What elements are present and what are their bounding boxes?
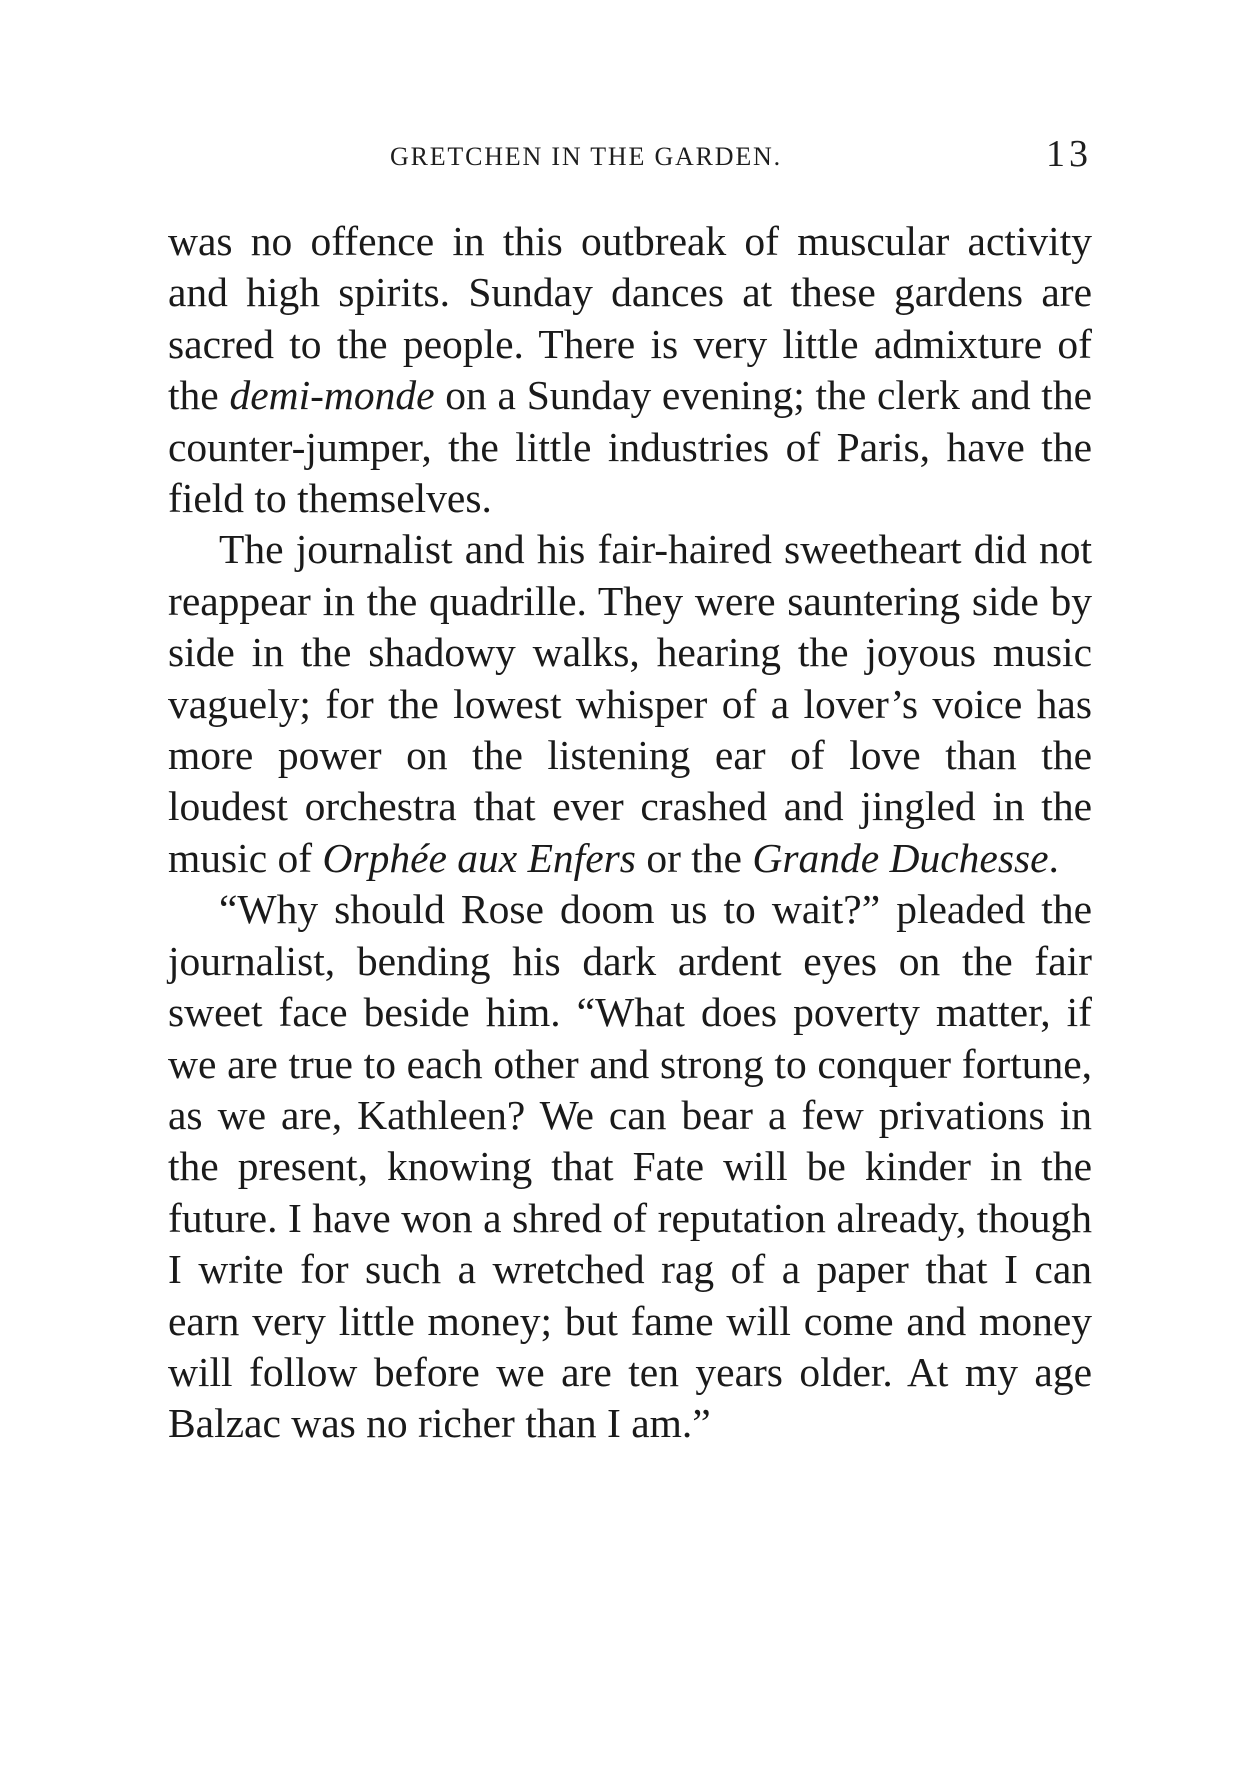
- paragraph-2: [168, 524, 1092, 884]
- text-segment: was no offence in this outbreak of muscular activity and high spirits. Sunday dances at these gardens are sacred to the people. There is very little admixture of the: [168, 218, 1092, 419]
- italic-term-demi-monde: demi-monde: [229, 372, 435, 419]
- paragraph-1: [168, 216, 1092, 524]
- page-header: [168, 128, 1092, 176]
- text-segment: or the: [635, 834, 753, 881]
- italic-title-grande-duchesse: Grande Duchesse: [752, 834, 1049, 881]
- running-title: GRETCHEN IN THE GARDEN.: [390, 142, 782, 171]
- page-number: 13: [1046, 133, 1092, 175]
- text-segment: .: [1048, 834, 1059, 881]
- text-segment: on a Sunday evening; the clerk and the counter-jumper, the little industries of Paris, have the field to themselves.: [168, 372, 1093, 522]
- body-text: [168, 216, 1092, 1450]
- italic-title-orphee-aux-enfers: Orphée aux Enfers: [322, 834, 636, 881]
- text-segment: “Why should Rose doom us to wait?” pleaded the journalist, bending his dark ardent eyes on the fair sweet face beside him. “What does poverty matter, if we are true to each other and strong to conquer fortune, as we are, Kathleen? We can bear a few privations in the present, knowing that Fate will be kinder in the future. I have won a shred of reputation already, though I write for such a wretched rag of a paper that I can earn very little money; but fame will come and money will follow before we are ten years older. At my age Balzac was no richer than I am.”: [168, 886, 1092, 1447]
- text-segment: The journalist and his fair-haired sweetheart did not reappear in the quadrille. They were sauntering side by side in the shadowy walks, hearing the joyous music vaguely; for the lowest whisper of a lover’s voice has more power on the listening ear of love than the loudest orchestra that ever crashed and jingled in the music of: [168, 526, 1092, 881]
- paragraph-3: [168, 884, 1092, 1449]
